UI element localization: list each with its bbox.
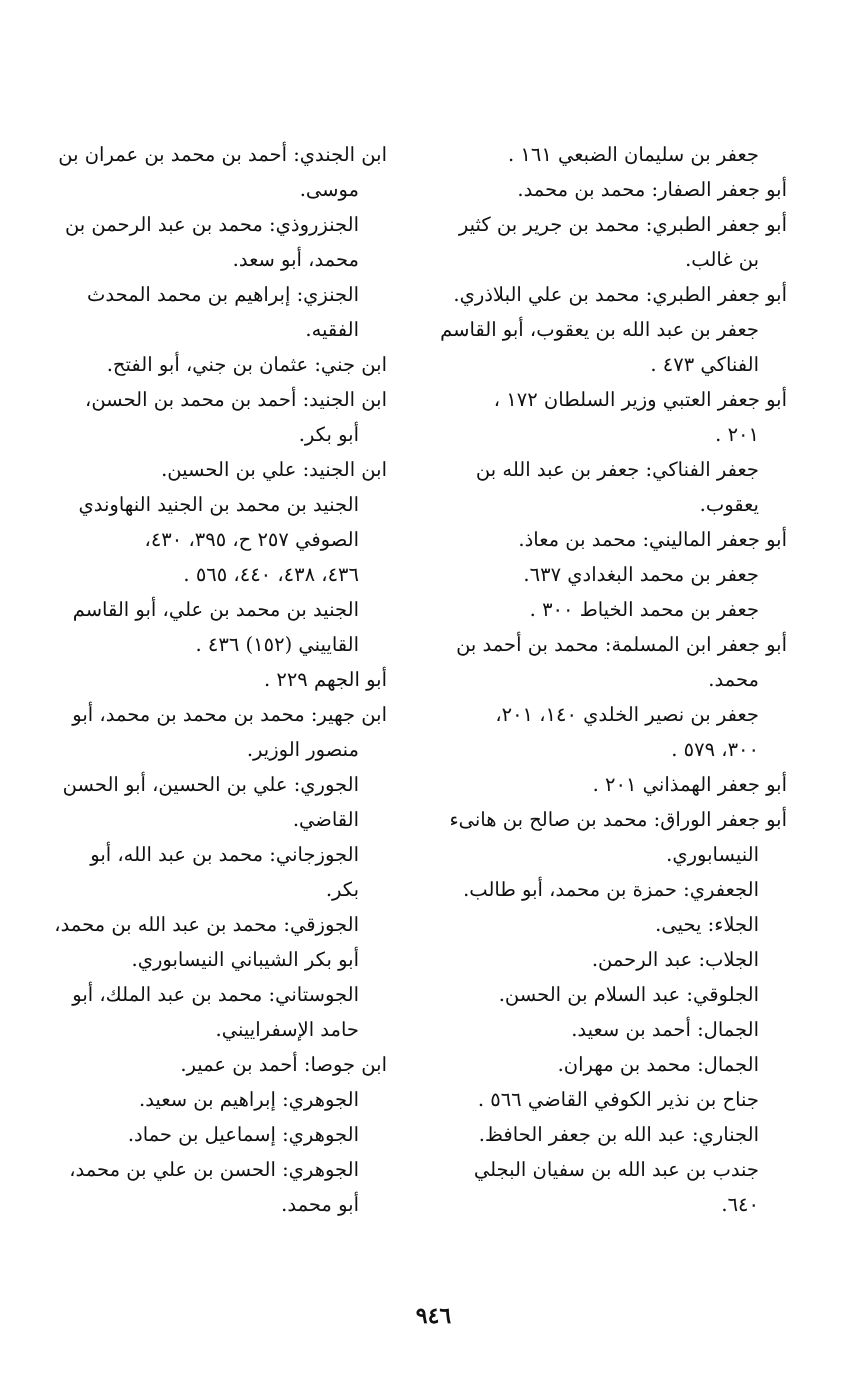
entry-line: أبو جعفر الطبري: محمد بن جرير بن كثير: [458, 213, 787, 236]
index-entry: [432, 382, 787, 452]
entry-line: أبو جعفر الماليني: محمد بن معاذ.: [518, 528, 787, 551]
entry-continuation-line: الصوفي ٢٥٧ ح، ٣٩٥، ٤٣٠،: [144, 528, 359, 551]
index-entry: [40, 277, 387, 347]
entry-line: جعفر بن نصير الخلدي ١٤٠، ٢٠١،: [495, 703, 759, 726]
entry-line: أبو جعفر الصفار: محمد بن محمد.: [517, 178, 787, 201]
index-entry: [432, 452, 787, 522]
entry-line: الجوهري: إسماعيل بن حماد.: [127, 1123, 359, 1146]
entry-line: أبو جعفر الهمذاني ٢٠١ .: [592, 773, 787, 796]
index-entry: [432, 697, 787, 767]
entry-line: الجوستاني: محمد بن عبد الملك، أبو: [72, 983, 359, 1006]
entry-line: الجلاب: عبد الرحمن.: [591, 948, 759, 971]
index-entry: [40, 452, 387, 487]
entry-line: الجلاء: يحيى.: [655, 913, 759, 936]
entry-line: الجناري: عبد الله بن جعفر الحافظ.: [478, 1123, 759, 1146]
entry-line: الجلوقي: عبد السلام بن الحسن.: [498, 983, 759, 1006]
entry-continuation-line: الفناكي ٤٧٣ .: [650, 353, 759, 376]
index-entry: [432, 767, 787, 802]
entry-continuation-line: ٤٣٦، ٤٣٨، ٤٤٠، ٥٦٥ .: [183, 563, 359, 586]
entry-line: الجوهري: إبراهيم بن سعيد.: [139, 1088, 359, 1111]
entry-continuation-line: أبو بكر.: [298, 423, 359, 446]
entry-continuation-line: القاييني (١٥٢) ٤٣٦ .: [195, 633, 359, 656]
entry-line: جعفر بن محمد الخياط ٣٠٠ .: [529, 598, 759, 621]
entry-line: جعفر الفناكي: جعفر بن عبد الله بن: [475, 458, 759, 481]
index-entry: [432, 942, 787, 977]
entry-line: جعفر بن سليمان الضبعي ١٦١ .: [507, 143, 759, 166]
entry-continuation-line: يعقوب.: [699, 493, 759, 516]
index-entry: [40, 207, 387, 277]
entry-continuation-line: بن غالب.: [685, 248, 759, 271]
page-number: ٩٤٦: [415, 1303, 452, 1329]
entry-continuation-line: أبو بكر الشيباني النيسابوري.: [131, 948, 359, 971]
entry-line: الجنزروذي: محمد بن عبد الرحمن بن: [64, 213, 359, 236]
index-entry: [40, 837, 387, 907]
index-entry: [432, 977, 787, 1012]
entry-continuation-line: حامد الإسفراييني.: [215, 1018, 359, 1041]
entry-line: الجمال: محمد بن مهران.: [557, 1053, 759, 1076]
entry-continuation-line: ٦٤٠.: [721, 1193, 759, 1216]
entry-line: الجوري: علي بن الحسين، أبو الحسن: [62, 773, 359, 796]
entry-continuation-line: ٢٠١ .: [715, 423, 759, 446]
entry-continuation-line: محمد.: [708, 668, 759, 691]
entry-line: أبو جعفر الوراق: محمد بن صالح بن هانىء: [449, 808, 787, 831]
index-entry: [40, 1047, 387, 1082]
index-entry: [432, 277, 787, 312]
entry-continuation-line: منصور الوزير.: [246, 738, 359, 761]
entry-line: جعفر بن عبد الله بن يعقوب، أبو القاسم: [440, 318, 759, 341]
index-entry: [40, 382, 387, 452]
entry-line: ابن جوصا: أحمد بن عمير.: [180, 1053, 387, 1076]
entry-line: أبو الجهم ٢٢٩ .: [263, 668, 387, 691]
entry-line: الجمال: أحمد بن سعيد.: [571, 1018, 759, 1041]
index-entry: [40, 662, 387, 697]
index-entry: [40, 697, 387, 767]
entry-continuation-line: الفقيه.: [305, 318, 359, 341]
index-entry: [432, 802, 787, 872]
index-entry: [40, 767, 387, 837]
entry-line: الجوزجاني: محمد بن عبد الله، أبو: [90, 843, 359, 866]
entry-continuation-line: موسى.: [299, 178, 359, 201]
entry-continuation-line: أبو محمد.: [281, 1193, 359, 1216]
index-column-left: [40, 137, 387, 1222]
index-entry: [432, 137, 787, 172]
index-column-right: [432, 137, 787, 1222]
index-entry: [40, 487, 387, 592]
entry-line: جناح بن نذير الكوفي القاضي ٥٦٦ .: [477, 1088, 759, 1111]
entry-line: جعفر بن محمد البغدادي ٦٣٧.: [523, 563, 759, 586]
index-entry: [40, 592, 387, 662]
index-entry: [432, 907, 787, 942]
index-entry: [432, 872, 787, 907]
entry-line: أبو جعفر ابن المسلمة: محمد بن أحمد بن: [456, 633, 787, 656]
entry-line: الجنيد بن محمد بن علي، أبو القاسم: [72, 598, 359, 621]
entry-line: الجعفري: حمزة بن محمد، أبو طالب.: [463, 878, 759, 901]
index-entry: [40, 1152, 387, 1222]
entry-line: ابن الجنيد: علي بن الحسين.: [161, 458, 387, 481]
index-entry: [432, 172, 787, 207]
entry-line: ابن جني: عثمان بن جني، أبو الفتح.: [106, 353, 387, 376]
entry-continuation-line: القاضي.: [292, 808, 359, 831]
index-entry: [432, 522, 787, 557]
entry-line: ابن الجندي: أحمد بن محمد بن عمران بن: [58, 143, 387, 166]
entry-line: أبو جعفر الطبري: محمد بن علي البلاذري.: [453, 283, 787, 306]
index-entry: [432, 1117, 787, 1152]
index-entry: [40, 347, 387, 382]
index-entry: [432, 312, 787, 382]
index-entry: [40, 977, 387, 1047]
index-entry: [432, 1012, 787, 1047]
entry-line: الجوهري: الحسن بن علي بن محمد،: [69, 1158, 359, 1181]
entry-line: الجنزي: إبراهيم بن محمد المحدث: [86, 283, 359, 306]
index-entry: [432, 1082, 787, 1117]
entry-continuation-line: محمد، أبو سعد.: [232, 248, 359, 271]
index-entry: [40, 1117, 387, 1152]
entry-line: جندب بن عبد الله بن سفيان البجلي: [473, 1158, 759, 1181]
index-entry: [432, 592, 787, 627]
index-entry: [40, 137, 387, 207]
entry-line: ابن جهير: محمد بن محمد بن محمد، أبو: [72, 703, 387, 726]
index-entry: [432, 1152, 787, 1222]
entry-line: الجنيد بن محمد بن الجنيد النهاوندي: [78, 493, 359, 516]
index-entry: [432, 627, 787, 697]
index-entry: [432, 207, 787, 277]
entry-line: أبو جعفر العتبي وزير السلطان ١٧٢ ،: [493, 388, 787, 411]
entry-line: الجوزقي: محمد بن عبد الله بن محمد،: [54, 913, 359, 936]
index-entry: [40, 907, 387, 977]
entry-continuation-line: ٣٠٠، ٥٧٩ .: [671, 738, 759, 761]
index-entry: [432, 1047, 787, 1082]
index-entry: [40, 1082, 387, 1117]
index-entry: [432, 557, 787, 592]
entry-line: ابن الجنيد: أحمد بن محمد بن الحسن،: [85, 388, 387, 411]
entry-continuation-line: بكر.: [325, 878, 359, 901]
entry-continuation-line: النيسابوري.: [666, 843, 759, 866]
